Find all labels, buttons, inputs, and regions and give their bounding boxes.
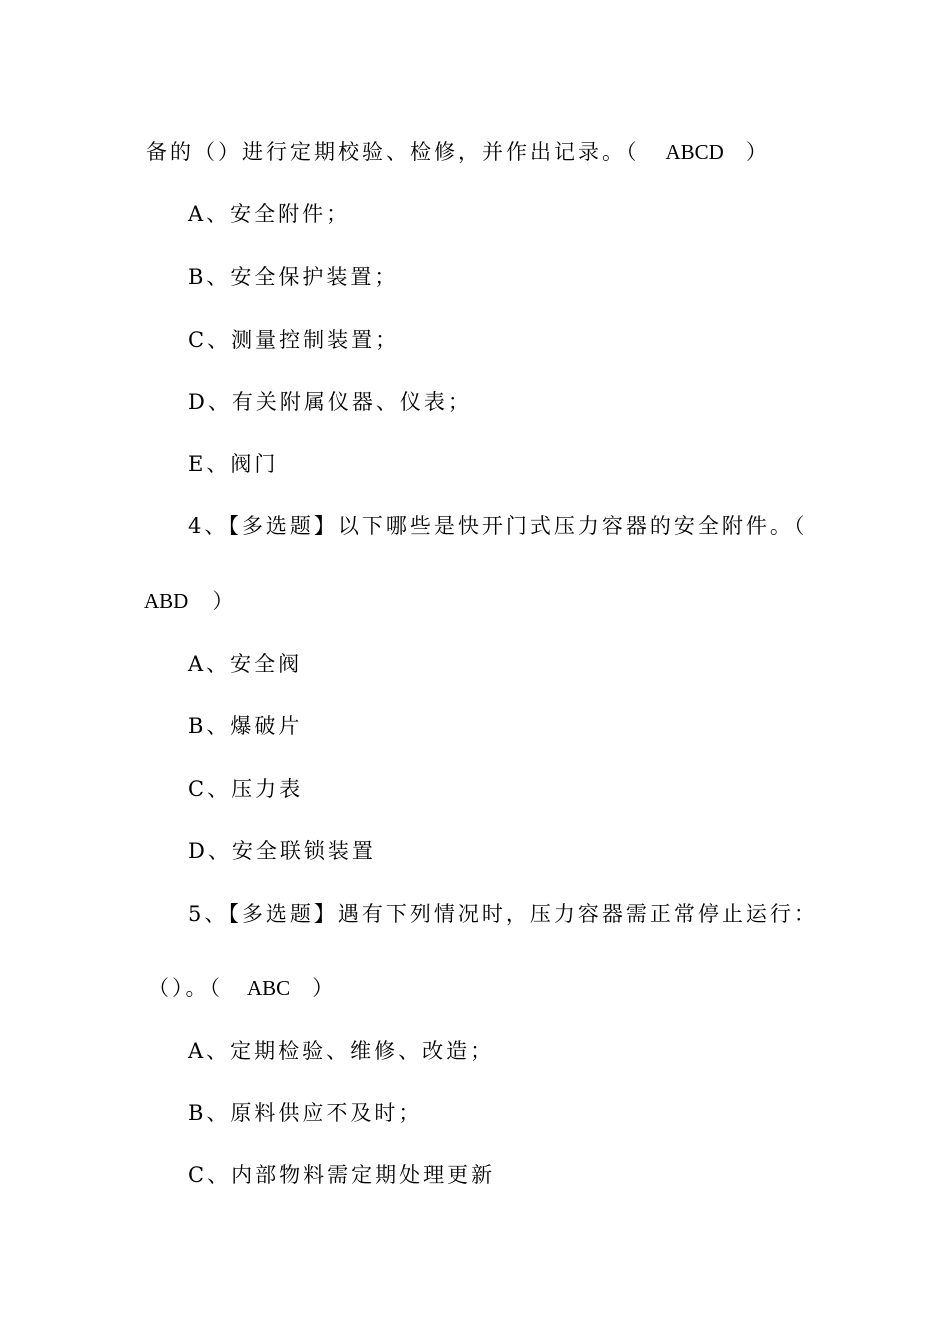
question-3-option-e: E、阀门 <box>188 452 279 476</box>
question-4-option-b: B、爆破片 <box>188 714 303 738</box>
question-5-stem: 5、【多选题】遇有下列情况时，压力容器需正常停止运行： <box>188 902 818 926</box>
question-3-stem-continuation <box>146 139 770 165</box>
question-4-option-a: A、安全阀 <box>188 652 303 676</box>
question-4-answer-line <box>144 588 236 614</box>
question-5-stem-continuation <box>148 975 336 1001</box>
question-3-answer: ABCD <box>665 140 724 164</box>
question-3-option-a: A、安全附件； <box>188 202 351 226</box>
question-5-option-b: B、原料供应不及时； <box>188 1101 423 1125</box>
question-4-option-c: C、压力表 <box>188 777 304 801</box>
question-5-answer-close: ） <box>312 976 337 1000</box>
question-3-option-b: B、安全保护装置； <box>188 265 399 289</box>
question-3-option-d: D、有关附属仪器、仪表； <box>188 390 472 414</box>
question-4-option-d: D、安全联锁装置 <box>188 839 376 863</box>
question-3-stem-text: 备的（）进行定期校验、检修，并作出记录。（ <box>146 140 640 164</box>
question-3-answer-close: ） <box>745 140 770 164</box>
question-4-answer: ABD <box>144 589 189 613</box>
question-5-option-a: A、定期检验、维修、改造； <box>188 1039 495 1063</box>
question-5-stem-cont-text: （）。（ <box>148 976 223 1000</box>
question-5-option-c: C、内部物料需定期处理更新 <box>188 1163 496 1187</box>
question-4-answer-close: ） <box>212 589 237 613</box>
question-3-option-c: C、测量控制装置； <box>188 328 400 352</box>
question-5-answer: ABC <box>247 976 291 1000</box>
question-4-stem: 4、【多选题】以下哪些是快开门式压力容器的安全附件。（ <box>188 514 808 538</box>
